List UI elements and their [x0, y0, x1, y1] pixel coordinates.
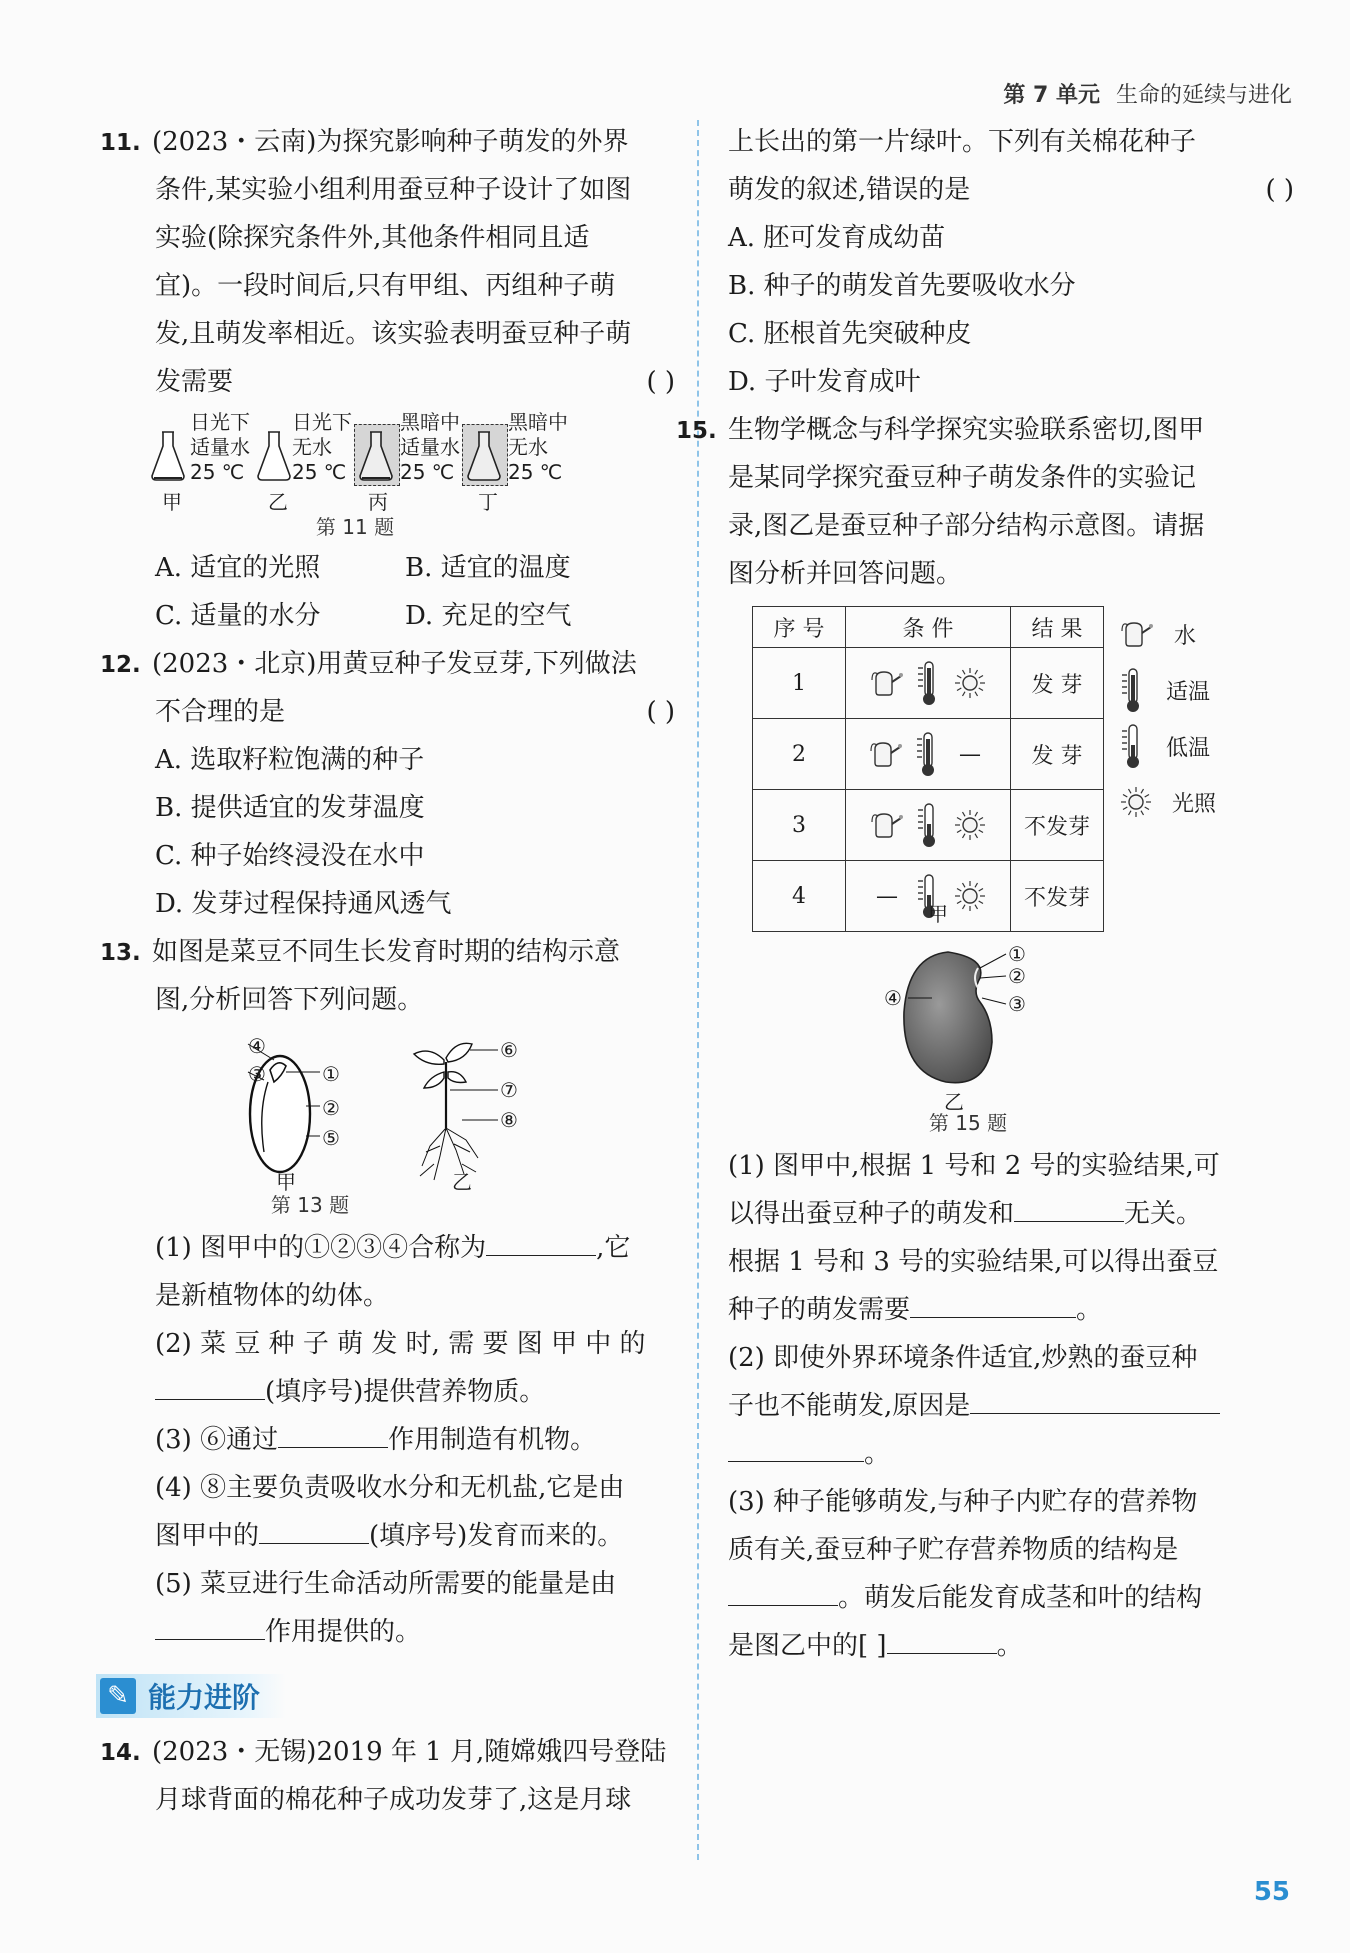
legend-label: 低温	[1166, 735, 1211, 761]
option-b[interactable]: B. 适宜的温度	[405, 553, 571, 583]
legend-item-warm	[1120, 662, 1270, 718]
row-number: 1	[753, 648, 846, 719]
row-number: 4	[753, 861, 846, 932]
question-14	[100, 1728, 675, 1824]
absent-dash: —	[959, 741, 981, 767]
sub-question-text: ,它	[596, 1233, 631, 1263]
question-text: 录,图乙是蚕豆种子部分结构示意图。请据	[728, 511, 1205, 541]
watering-can-icon	[870, 668, 904, 698]
condition-cell	[846, 719, 1011, 790]
answer-blank[interactable]	[970, 1383, 1220, 1414]
thermometer-icon	[916, 802, 942, 848]
option-a[interactable]: A. 胚可发育成幼苗	[728, 223, 946, 253]
bean-label-2: ②	[1008, 964, 1026, 988]
condition-light: 日光下	[292, 410, 352, 434]
sub-question-text: 质有关,蚕豆种子贮存营养物质的结构是	[728, 1535, 1179, 1565]
thermometer-icon	[916, 660, 942, 706]
flask-icon	[466, 430, 502, 482]
sub-question-text: 。萌发后能发育成茎和叶的结构	[838, 1583, 1203, 1613]
row-number: 2	[753, 719, 846, 790]
option-a[interactable]: A. 选取籽粒饱满的种子	[155, 745, 425, 775]
unit-title: 生命的延续与进化	[1115, 83, 1292, 108]
sub-question-text: 是图乙中的[ ]	[728, 1631, 887, 1661]
option-c[interactable]: C. 胚根首先突破种皮	[728, 319, 972, 349]
experiment-table	[752, 606, 1104, 932]
sub-question-text: (1) 图甲中的①②③④合称为	[155, 1233, 487, 1263]
group-label: 丁	[478, 490, 498, 514]
bean-label-1: ①	[1008, 942, 1026, 966]
answer-blank[interactable]	[1014, 1191, 1124, 1222]
answer-blank[interactable]	[155, 1369, 265, 1400]
q13-figure	[100, 1024, 675, 1220]
condition-temp: 25 ℃	[508, 460, 563, 484]
question-text: 月球背面的棉花种子成功发芽了,这是月球	[155, 1785, 632, 1815]
answer-blank[interactable]	[728, 1431, 864, 1462]
left-column	[100, 118, 675, 1824]
question-text: 不合理的是	[155, 697, 286, 727]
options-row	[100, 544, 675, 592]
question-text: 图,分析回答下列问题。	[155, 985, 424, 1015]
option-d[interactable]: D. 子叶发育成叶	[728, 367, 921, 397]
table-row	[753, 719, 1104, 790]
condition-water: 适量水	[400, 435, 460, 459]
condition-cell	[846, 790, 1011, 861]
thermometer-icon	[1120, 667, 1146, 713]
question-text: 实验(除探究条件外,其他条件相同且适	[155, 223, 590, 253]
answer-parentheses[interactable]: ( )	[1265, 175, 1294, 205]
sub-question-text: (3) 种子能够萌发,与种子内贮存的营养物	[728, 1487, 1198, 1517]
condition-temp: 25 ℃	[292, 460, 347, 484]
question-number: 13.	[100, 940, 141, 966]
question-text: 发需要	[155, 367, 234, 397]
question-text: (2023・无锡)2019 年 1 月,随嫦娥四号登陆	[152, 1737, 667, 1767]
question-text: (2023・北京)用黄豆种子发豆芽,下列做法	[152, 649, 637, 679]
option-a[interactable]: A. 适宜的光照	[155, 553, 321, 583]
q11-figure	[150, 412, 675, 544]
group-label: 丙	[368, 490, 388, 514]
legend-item-cold	[1120, 718, 1270, 774]
question-text: (2023・云南)为探究影响种子萌发的外界	[152, 127, 629, 157]
q15-figure-yi	[728, 936, 1294, 1136]
question-12	[100, 640, 675, 928]
question-15	[676, 406, 1294, 1670]
question-text: 发,且萌发率相近。该实验表明蚕豆种子萌	[155, 319, 632, 349]
watering-can-icon	[1120, 619, 1154, 649]
answer-blank[interactable]	[486, 1225, 596, 1256]
group-label: 甲	[162, 490, 182, 514]
figure-label-yi: 乙	[944, 1090, 964, 1114]
options-row	[100, 592, 675, 640]
option-c[interactable]: C. 种子始终浸没在水中	[155, 841, 425, 871]
figure-caption: 第 13 题	[270, 1193, 350, 1217]
condition-light: 日光下	[190, 410, 250, 434]
bean-label-3: ③	[1008, 992, 1026, 1016]
group-label: 乙	[268, 490, 288, 514]
sub-question-text: 子也不能萌发,原因是	[728, 1391, 971, 1421]
page-number: 55	[1253, 1877, 1290, 1907]
condition-water: 无水	[508, 435, 548, 459]
result-cell: 发 芽	[1011, 719, 1104, 790]
sub-question-text: 根据 1 号和 3 号的实验结果,可以得出蚕豆	[728, 1247, 1219, 1277]
seed-label-2: ②	[322, 1096, 340, 1120]
condition-temp: 25 ℃	[400, 460, 455, 484]
sub-question-text: 无关。	[1124, 1199, 1203, 1229]
question-number: 15.	[676, 418, 717, 444]
question-number: 11.	[100, 130, 141, 156]
flask-icon	[150, 430, 186, 482]
answer-parentheses[interactable]: ( )	[646, 697, 675, 727]
figure-label-jia: 甲	[276, 1170, 296, 1194]
seed-label-5: ⑤	[322, 1126, 340, 1150]
table-row	[753, 790, 1104, 861]
sub-question-text: (填序号)提供营养物质。	[265, 1377, 546, 1407]
table-header: 条 件	[846, 607, 1011, 648]
question-text: 萌发的叙述,错误的是	[728, 175, 971, 205]
sub-question-text: (1) 图甲中,根据 1 号和 2 号的实验结果,可	[728, 1151, 1220, 1181]
condition-cell	[846, 648, 1011, 719]
sub-question-text: (2) 即使外界环境条件适宜,炒熟的蚕豆种	[728, 1343, 1198, 1373]
page-header	[1003, 78, 1292, 109]
sun-icon	[954, 809, 986, 841]
answer-blank[interactable]	[728, 1575, 838, 1606]
figure-caption: 第 11 题	[315, 515, 395, 539]
legend-item-light	[1120, 774, 1270, 830]
right-column	[676, 118, 1294, 1670]
sub-question-text: (填序号)发育而来的。	[369, 1521, 624, 1551]
question-number: 14.	[100, 1740, 141, 1766]
sun-icon	[1120, 786, 1152, 818]
condition-light: 黑暗中	[508, 410, 568, 434]
pencil-icon: ✎	[100, 1678, 136, 1714]
seed-label-4: ④	[248, 1034, 266, 1058]
option-d[interactable]: D. 发芽过程保持通风透气	[155, 889, 452, 919]
option-b[interactable]: B. 种子的萌发首先要吸收水分	[728, 271, 1076, 301]
question-text: 生物学概念与科学探究实验联系密切,图甲	[728, 415, 1205, 445]
question-text: 是某同学探究蚕豆种子萌发条件的实验记	[728, 463, 1197, 493]
figure-caption: 第 15 题	[928, 1111, 1008, 1135]
legend-label: 水	[1174, 623, 1197, 649]
answer-blank[interactable]	[155, 1609, 265, 1640]
sub-question-text: (3) ⑥通过	[155, 1425, 279, 1455]
question-text: 如图是菜豆不同生长发育时期的结构示意	[152, 937, 621, 967]
condition-water: 适量水	[190, 435, 250, 459]
answer-parentheses[interactable]: ( )	[646, 367, 675, 397]
question-text: 图分析并回答问题。	[728, 559, 963, 589]
legend-item-water	[1120, 606, 1270, 662]
plant-label-7: ⑦	[500, 1078, 518, 1102]
option-d[interactable]: D. 充足的空气	[405, 601, 572, 631]
sub-question-text: (5) 菜豆进行生命活动所需要的能量是由	[155, 1569, 617, 1599]
row-number: 3	[753, 790, 846, 861]
question-13	[100, 928, 675, 1656]
result-cell: 发 芽	[1011, 648, 1104, 719]
sub-question-text: 种子的萌发需要	[728, 1295, 911, 1325]
figure-label-jia: 甲	[928, 902, 948, 926]
condition-legend	[1120, 606, 1270, 830]
section-header	[100, 1672, 675, 1722]
sub-question-text: 作用制造有机物。	[388, 1425, 597, 1455]
sun-icon	[954, 880, 986, 912]
question-text: 条件,某实验小组利用蚕豆种子设计了如图	[155, 175, 632, 205]
question-text: 宜)。一段时间后,只有甲组、丙组种子萌	[155, 271, 616, 301]
bean-label-4: ④	[884, 986, 902, 1010]
plant-label-8: ⑧	[500, 1108, 518, 1132]
figure-label-yi: 乙	[452, 1170, 472, 1194]
seed-label-1: ①	[322, 1062, 340, 1086]
sub-question-text: 。	[996, 1631, 1023, 1661]
condition-light: 黑暗中	[400, 410, 460, 434]
absent-dash: —	[876, 883, 898, 909]
watering-can-icon	[870, 810, 904, 840]
option-b[interactable]: B. 提供适宜的发芽温度	[155, 793, 425, 823]
sub-question-text: 图甲中的	[155, 1521, 260, 1551]
question-11	[100, 118, 675, 640]
flask-icon	[358, 430, 394, 482]
sub-question-text: 以得出蚕豆种子的萌发和	[728, 1199, 1015, 1229]
thermometer-icon	[915, 731, 941, 777]
flask-icon	[256, 430, 292, 482]
result-cell: 不发芽	[1011, 790, 1104, 861]
bean-seedling-diagram	[400, 1036, 540, 1186]
result-cell: 不发芽	[1011, 861, 1104, 932]
table-header: 序 号	[753, 607, 846, 648]
legend-label: 适温	[1166, 679, 1211, 705]
table-row	[753, 648, 1104, 719]
section-title: 能力进阶	[148, 1681, 261, 1714]
question-number: 12.	[100, 652, 141, 678]
answer-blank[interactable]	[887, 1623, 997, 1654]
table-header: 结 果	[1011, 607, 1104, 648]
sub-question-text: 作用提供的。	[265, 1617, 422, 1647]
option-c[interactable]: C. 适量的水分	[155, 601, 321, 631]
plant-label-6: ⑥	[500, 1038, 518, 1062]
seed-label-3: ③	[248, 1062, 266, 1086]
condition-water: 无水	[292, 435, 332, 459]
sub-question-text: 。	[1076, 1295, 1103, 1325]
sub-question-text: 。	[864, 1439, 891, 1469]
legend-label: 光照	[1172, 791, 1217, 817]
condition-temp: 25 ℃	[190, 460, 245, 484]
thermometer-icon	[1120, 723, 1146, 769]
answer-blank[interactable]	[278, 1417, 388, 1448]
sub-question-text: 是新植物体的幼体。	[155, 1281, 390, 1311]
sub-question-text: (4) ⑧主要负责吸收水分和无机盐,它是由	[155, 1473, 625, 1503]
question-text: 上长出的第一片绿叶。下列有关棉花种子	[728, 127, 1197, 157]
unit-label: 第 7 单元	[1003, 83, 1100, 108]
watering-can-icon	[869, 739, 903, 769]
answer-blank[interactable]	[910, 1287, 1076, 1318]
question-14-continued	[728, 118, 1294, 406]
sub-question-text: (2) 菜 豆 种 子 萌 发 时, 需 要 图 甲 中 的	[155, 1329, 646, 1359]
answer-blank[interactable]	[259, 1513, 369, 1544]
sun-icon	[954, 667, 986, 699]
column-divider	[697, 120, 699, 1860]
